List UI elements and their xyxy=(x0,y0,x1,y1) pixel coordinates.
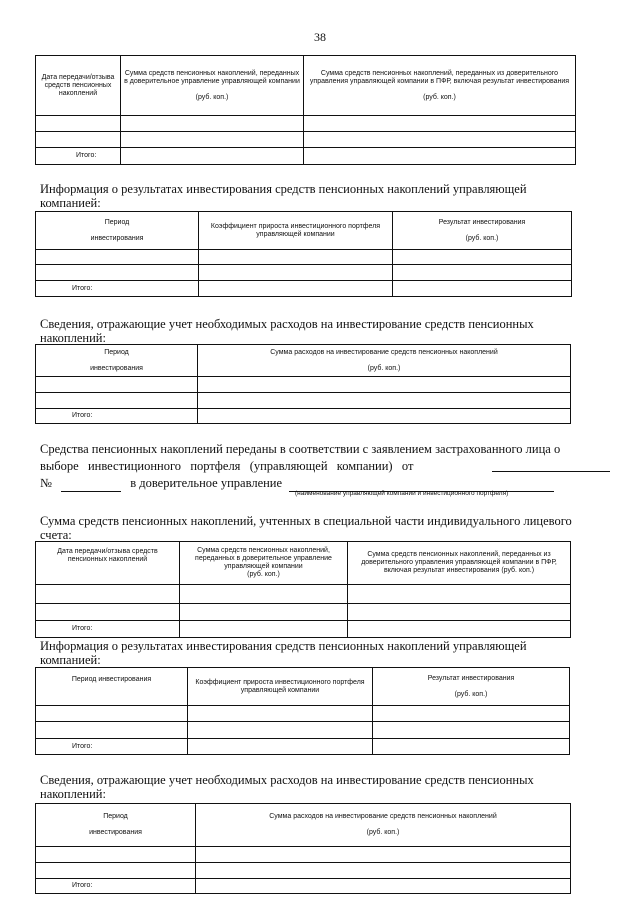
col-header-sum: Сумма расходов на инвестирование средств пенсионных накоплений (руб. коп.) xyxy=(196,804,571,847)
table-cell[interactable] xyxy=(36,116,121,132)
table-row xyxy=(36,250,572,265)
company-name-caption: (наименование управляющей компании и инвестиционного портфеля) xyxy=(295,490,509,497)
table-row xyxy=(36,722,570,739)
col-header-result: Результат инвестирования (руб. коп.) xyxy=(393,212,572,250)
col-header-transferred: Сумма средств пенсионных накоплений, переданных в доверительное управление управляющей компании (руб. коп.) xyxy=(180,542,348,585)
invest-results-table-2 xyxy=(35,667,570,755)
transfers-table-top xyxy=(35,55,576,165)
table-cell[interactable] xyxy=(121,132,304,148)
table-cell[interactable] xyxy=(199,281,393,297)
table-row xyxy=(36,132,576,148)
table-total-row xyxy=(36,281,572,297)
col-header-date: Дата передачи/отзыва средств пенсионных накоплений xyxy=(36,542,180,585)
table-cell[interactable] xyxy=(196,863,571,879)
table-cell[interactable] xyxy=(188,722,373,739)
table-cell[interactable] xyxy=(393,281,572,297)
table-row xyxy=(36,706,570,722)
table-cell[interactable] xyxy=(36,706,188,722)
table-row xyxy=(36,377,571,393)
total-label: Итого: xyxy=(36,621,180,638)
expenses-table-1 xyxy=(35,344,571,424)
table-cell[interactable] xyxy=(36,265,199,281)
table-cell[interactable] xyxy=(180,604,348,621)
section-heading-invest-1: Информация о результатах инвестирования средств пенсионных накоплений управляющей компанией: xyxy=(40,182,527,210)
table-cell[interactable] xyxy=(36,393,198,409)
statement-line-1: Средства пенсионных накоплений переданы в соответствии с заявлением застрахованного лица о xyxy=(40,442,561,456)
table-cell[interactable] xyxy=(304,116,576,132)
table-row xyxy=(36,585,571,604)
number-sign: № xyxy=(40,476,52,490)
page-number: 38 xyxy=(314,30,326,44)
table-cell[interactable] xyxy=(36,377,198,393)
total-label: Итого: xyxy=(36,148,121,165)
statement-line-3: № в доверительное управление xyxy=(40,475,610,492)
table-total-row xyxy=(36,409,571,424)
table-cell[interactable] xyxy=(36,722,188,739)
total-label: Итого: xyxy=(36,409,198,424)
table-total-row xyxy=(36,739,570,755)
table-cell[interactable] xyxy=(373,706,570,722)
table-cell[interactable] xyxy=(121,148,304,165)
table-cell[interactable] xyxy=(180,585,348,604)
table-cell[interactable] xyxy=(199,265,393,281)
table-cell[interactable] xyxy=(393,265,572,281)
table-cell[interactable] xyxy=(196,847,571,863)
col-header-result: Результат инвестирования (руб. коп.) xyxy=(373,668,570,706)
table-cell[interactable] xyxy=(198,393,571,409)
special-part-table xyxy=(35,541,571,638)
table-row xyxy=(36,393,571,409)
table-cell[interactable] xyxy=(36,604,180,621)
col-header-date: Дата передачи/отзыва средств пенсионных накоплений xyxy=(36,56,121,116)
col-header-returned: Сумма средств пенсионных накоплений, переданных из доверительного управления управляющей компании в ПФР, включая результат инвестирования (руб. коп.) xyxy=(348,542,571,585)
col-header-coef: Коэффициент прироста инвестиционного портфеля управляющей компании xyxy=(188,668,373,706)
table-cell[interactable] xyxy=(121,116,304,132)
table-cell[interactable] xyxy=(188,739,373,755)
expenses-table-2 xyxy=(35,803,571,894)
table-cell[interactable] xyxy=(393,250,572,265)
table-row xyxy=(36,265,572,281)
invest-results-table-1 xyxy=(35,211,572,297)
table-row xyxy=(36,847,571,863)
transfer-statement xyxy=(40,441,610,492)
section-heading-special: Сумма средств пенсионных накоплений, учтенных в специальной части индивидуального лицевого счета: xyxy=(40,514,572,542)
table-cell[interactable] xyxy=(198,409,571,424)
table-row xyxy=(36,604,571,621)
section-heading-invest-2: Информация о результатах инвестирования средств пенсионных накоплений управляющей компанией: xyxy=(40,639,527,667)
table-total-row xyxy=(36,148,576,165)
table-cell[interactable] xyxy=(198,377,571,393)
table-cell[interactable] xyxy=(36,585,180,604)
total-label: Итого: xyxy=(36,879,196,894)
table-cell[interactable] xyxy=(36,863,196,879)
table-cell[interactable] xyxy=(304,148,576,165)
col-header-coef: Коэффициент прироста инвестиционного портфеля управляющей компании xyxy=(199,212,393,250)
table-total-row xyxy=(36,879,571,894)
table-cell[interactable] xyxy=(199,250,393,265)
col-header-sum: Сумма расходов на инвестирование средств пенсионных накоплений (руб. коп.) xyxy=(198,345,571,377)
table-cell[interactable] xyxy=(36,250,199,265)
table-cell[interactable] xyxy=(304,132,576,148)
table-cell[interactable] xyxy=(188,706,373,722)
col-header-returned: Сумма средств пенсионных накоплений, переданных из доверительного управления управляющей компании в ПФР, включая результат инвестирования (руб. коп.) xyxy=(304,56,576,116)
table-cell[interactable] xyxy=(36,132,121,148)
table-cell[interactable] xyxy=(348,621,571,638)
total-label: Итого: xyxy=(36,739,188,755)
col-header-period: Период инвестирования xyxy=(36,345,198,377)
col-header-transferred: Сумма средств пенсионных накоплений, переданных в доверительное управление управляющей компании (руб. коп.) xyxy=(121,56,304,116)
col-header-period: Период инвестирования xyxy=(36,804,196,847)
table-cell[interactable] xyxy=(373,739,570,755)
table-cell[interactable] xyxy=(180,621,348,638)
table-row xyxy=(36,863,571,879)
table-cell[interactable] xyxy=(36,847,196,863)
table-cell[interactable] xyxy=(373,722,570,739)
date-field[interactable] xyxy=(492,458,610,472)
total-label: Итого: xyxy=(36,281,199,297)
col-header-period: Период инвестирования xyxy=(36,212,199,250)
section-heading-expenses-2: Сведения, отражающие учет необходимых расходов на инвестирование средств пенсионных накоплений: xyxy=(40,773,534,801)
table-cell[interactable] xyxy=(348,585,571,604)
statement-line-2: выборе инвестиционного портфеля (управляющей компании) от xyxy=(40,458,610,475)
col-header-period: Период инвестирования xyxy=(36,668,188,706)
table-cell[interactable] xyxy=(348,604,571,621)
table-total-row xyxy=(36,621,571,638)
number-field[interactable] xyxy=(61,478,121,492)
table-cell[interactable] xyxy=(196,879,571,894)
section-heading-expenses-1: Сведения, отражающие учет необходимых расходов на инвестирование средств пенсионных накоплений: xyxy=(40,317,534,345)
table-row xyxy=(36,116,576,132)
